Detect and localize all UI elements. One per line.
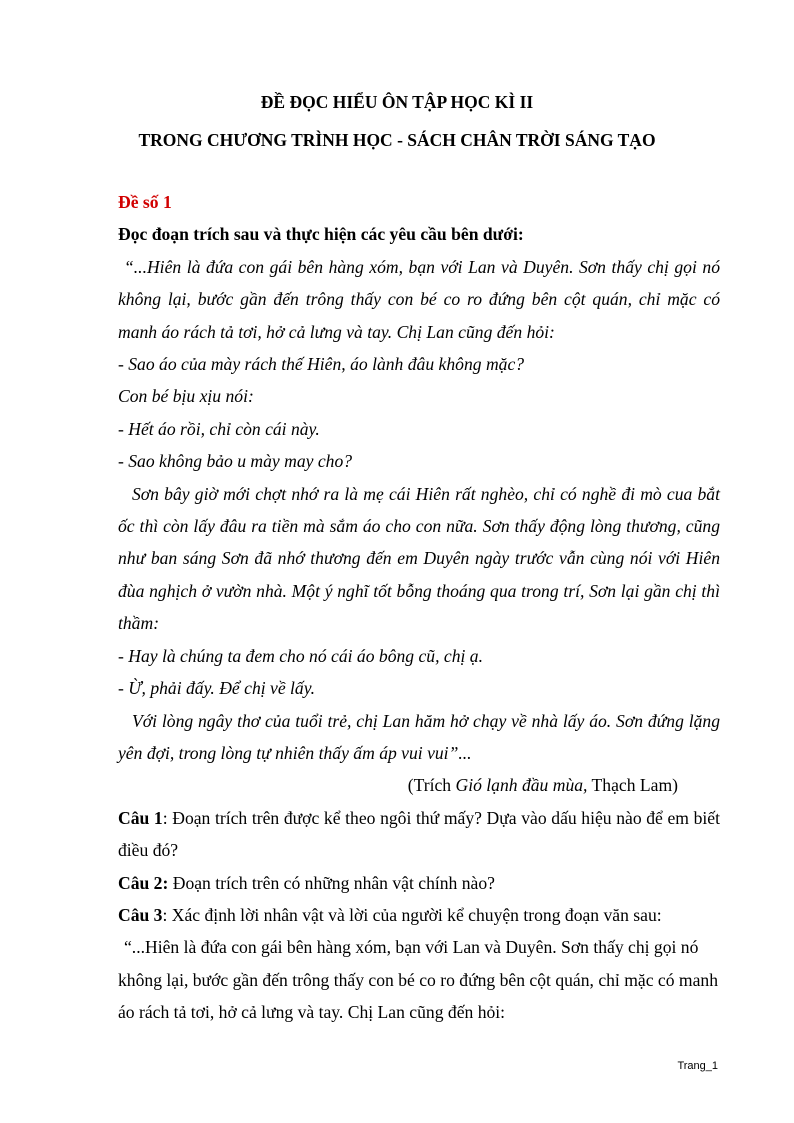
citation-prefix: (Trích	[407, 775, 456, 796]
citation-suffix: Thạch Lam)	[587, 775, 678, 796]
question-label: Câu 2:	[118, 872, 169, 893]
passage-dialogue-6: - Ừ, phải đấy. Để chị về lấy.	[118, 678, 315, 699]
passage-paragraph-3: Với lòng ngây thơ của tuổi trẻ, chị Lan hăm hở chạy về nhà lấy áo. Sơn đứng lặng yên đợi, trong lòng tự nhiên thấy ấm áp vui vui”...	[118, 710, 720, 763]
passage-paragraph-2: Sơn bây giờ mới chợt nhớ ra là mẹ cái Hiên rất nghèo, chỉ có nghề đi mò cua bắt ốc thì còn lấy đâu ra tiền mà sắm áo cho con nữa. Sơn thấy động lòng thương, cũng như ban sáng Sơn đã nhớ thương đến em Duyên ngày trước vẫn cùng nói với Hiên đùa nghịch ở vườn nhà. Một ý nghĩ tốt bỗng thoáng qua trong trí, Sơn lại gần chị thì thầm:	[118, 483, 720, 634]
question-label: Câu 3	[118, 904, 163, 925]
document-body	[118, 186, 720, 1029]
section-instruction: Đọc đoạn trích sau và thực hiện các yêu cầu bên dưới:	[118, 224, 524, 245]
question-text: Đoạn trích trên được kể theo ngôi thứ mấy? Dựa vào dấu hiệu nào để em biết điều đó?	[118, 807, 720, 861]
passage-paragraph-1: “...Hiên là đứa con gái bên hàng xóm, bạn với Lan và Duyên. Sơn thấy chị gọi nó không lại, bước gần đến trông thấy con bé co ro đứng bên cột quán, chỉ mặc có manh áo rách tả tơi, hở cả lưng và tay. Chị Lan cũng đến hỏi:	[118, 256, 720, 342]
passage-dialogue-3: - Hết áo rồi, chỉ còn cái này.	[118, 418, 320, 439]
passage-dialogue-5: - Hay là chúng ta đem cho nó cái áo bông cũ, chị ạ.	[118, 645, 483, 666]
question-1: Câu 1: Đoạn trích trên được kể theo ngôi thứ mấy? Dựa vào dấu hiệu nào để em biết điều đó?	[118, 807, 720, 861]
document-title-line-1: ĐỀ ĐỌC HIỂU ÔN TẬP HỌC KÌ II	[260, 92, 534, 112]
citation	[118, 769, 720, 801]
document-title-line-2: TRONG CHƯƠNG TRÌNH HỌC - SÁCH CHÂN TRỜI SÁNG TẠO	[138, 130, 656, 150]
question-text: Xác định lời nhân vật và lời của người kể chuyện trong đoạn văn sau:	[171, 904, 662, 925]
passage-dialogue-1: - Sao áo của mày rách thế Hiên, áo lành đâu không mặc?	[118, 354, 525, 375]
passage-dialogue-2: Con bé bịu xịu nói:	[118, 386, 254, 407]
question-label: Câu 1	[118, 807, 163, 828]
section-label: Đề số 1	[118, 192, 172, 212]
question-3: Câu 3: Xác định lời nhân vật và lời của người kể chuyện trong đoạn văn sau:	[118, 904, 662, 925]
citation-work-title: Gió lạnh đầu mùa,	[455, 775, 588, 796]
question-text: Đoạn trích trên có những nhân vật chính nào?	[172, 872, 495, 893]
quoted-excerpt: “...Hiên là đứa con gái bên hàng xóm, bạn với Lan và Duyên. Sơn thấy chị gọi nó không lại, bước gần đến trông thấy con bé co ro đứng bên cột quán, chỉ mặc có manh áo rách tả tơi, hở cả lưng và tay. Chị Lan cũng đến hỏi:	[118, 937, 719, 1023]
passage-dialogue-4: - Sao không bảo u mày may cho?	[118, 451, 353, 472]
page-number: Trang_1	[677, 1060, 718, 1072]
question-2	[118, 867, 720, 899]
